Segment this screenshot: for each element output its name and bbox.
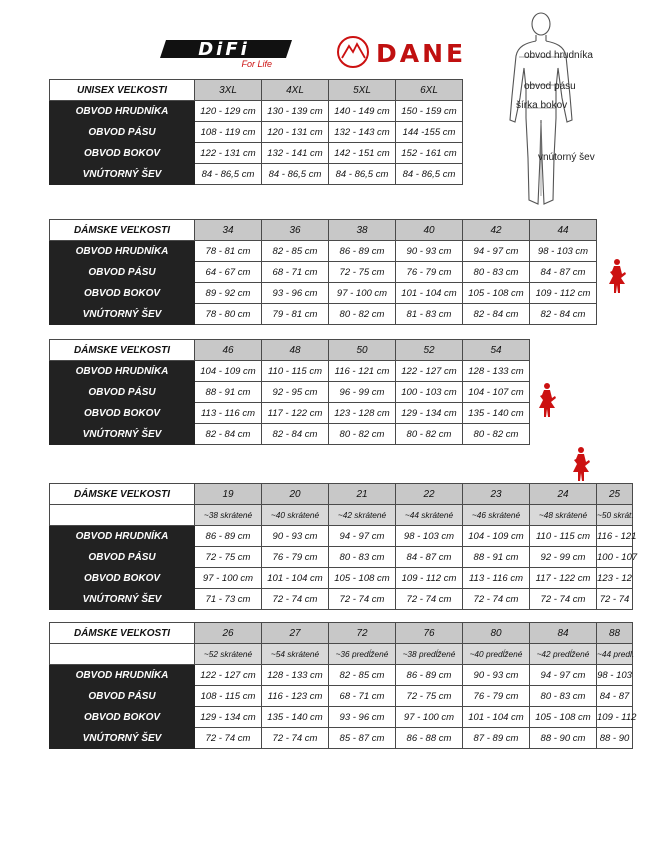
table-header-row (50, 220, 597, 241)
cell: 128 - 133 cm (262, 665, 329, 686)
cell: 105 - 108 cm (463, 283, 530, 304)
size-header: 76 (396, 623, 463, 644)
table-row (50, 665, 633, 686)
table-row (50, 382, 530, 403)
cell: 84 - 86,5 cm (262, 164, 329, 185)
cell: 100 - 103 cm (396, 382, 463, 403)
table-row (50, 101, 463, 122)
table-title: DÁMSKE VEĽKOSTI (50, 340, 195, 361)
row-label: OBVOD BOKOV (50, 283, 195, 304)
cell: 93 - 96 cm (329, 707, 396, 728)
cell: 135 - 140 cm (463, 403, 530, 424)
female-figure-icon (570, 446, 592, 482)
cell: 152 - 161 cm (396, 143, 463, 164)
cell: 82 - 84 cm (262, 424, 329, 445)
figure-label-inseam: vnútorný šev (538, 152, 595, 163)
dane-logo (336, 34, 496, 70)
row-label: VNÚTORNÝ ŠEV (50, 304, 195, 325)
table-row (50, 424, 530, 445)
cell: 68 - 71 cm (262, 262, 329, 283)
table-row (50, 547, 633, 568)
cell: 113 - 116 cm (195, 403, 262, 424)
subsize-header: ~52 skrátené (195, 644, 262, 665)
row-label: OBVOD BOKOV (50, 143, 195, 164)
size-header: 27 (262, 623, 329, 644)
cell: 90 - 93 cm (463, 665, 530, 686)
cell: 104 - 107 cm (463, 382, 530, 403)
cell: 85 - 87 cm (329, 728, 396, 749)
cell: 129 - 134 cm (396, 403, 463, 424)
cell: 72 - 74 cm (195, 728, 262, 749)
size-header: 50 (329, 340, 396, 361)
cell: 108 - 119 cm (195, 122, 262, 143)
difi-logo-text: DiFi (198, 39, 250, 60)
cell: 82 - 84 cm (195, 424, 262, 445)
row-label: OBVOD HRUDNÍKA (50, 665, 195, 686)
subsize-header: ~44 predl. (597, 644, 633, 665)
size-header: 44 (530, 220, 597, 241)
table-header-row (50, 80, 463, 101)
cell: 76 - 79 cm (262, 547, 329, 568)
cell: 100 - 107 (597, 547, 633, 568)
row-label: VNÚTORNÝ ŠEV (50, 589, 195, 610)
cell: 72 - 75 cm (329, 262, 396, 283)
subsize-header: ~54 skrátené (262, 644, 329, 665)
cell: 84 - 86,5 cm (329, 164, 396, 185)
figure-label-hips: šírka bokov (516, 100, 568, 111)
cell: 84 - 86,5 cm (195, 164, 262, 185)
cell: 117 - 122 cm (530, 568, 597, 589)
table-row (50, 589, 633, 610)
cell: 94 - 97 cm (530, 665, 597, 686)
cell: 80 - 83 cm (530, 686, 597, 707)
cell: 122 - 127 cm (195, 665, 262, 686)
table-subheader-row (50, 644, 633, 665)
cell: 98 - 103 cm (530, 241, 597, 262)
size-table-unisex (49, 79, 463, 185)
subsize-header: ~48 skrátené (530, 505, 597, 526)
cell: 142 - 151 cm (329, 143, 396, 164)
row-label: VNÚTORNÝ ŠEV (50, 424, 195, 445)
size-header: 4XL (262, 80, 329, 101)
cell: 72 - 75 cm (396, 686, 463, 707)
cell: 122 - 127 cm (396, 361, 463, 382)
cell: 97 - 100 cm (195, 568, 262, 589)
cell: 86 - 89 cm (329, 241, 396, 262)
cell: 120 - 131 cm (262, 122, 329, 143)
table-title: DÁMSKE VEĽKOSTI (50, 220, 195, 241)
row-label: VNÚTORNÝ ŠEV (50, 728, 195, 749)
cell: 92 - 99 cm (530, 547, 597, 568)
cell: 80 - 82 cm (396, 424, 463, 445)
cell: 129 - 134 cm (195, 707, 262, 728)
cell: 72 - 75 cm (195, 547, 262, 568)
cell: 84 - 87 cm (530, 262, 597, 283)
cell: 84 - 87 cm (396, 547, 463, 568)
row-label: OBVOD PÁSU (50, 686, 195, 707)
cell: 96 - 99 cm (329, 382, 396, 403)
cell: 78 - 80 cm (195, 304, 262, 325)
cell: 80 - 82 cm (329, 424, 396, 445)
female-figure-icon (606, 258, 628, 294)
cell: 144 -155 cm (396, 122, 463, 143)
size-header: 52 (396, 340, 463, 361)
row-label: OBVOD HRUDNÍKA (50, 241, 195, 262)
cell: 101 - 104 cm (262, 568, 329, 589)
size-header: 40 (396, 220, 463, 241)
cell: 80 - 83 cm (329, 547, 396, 568)
cell: 90 - 93 cm (262, 526, 329, 547)
cell: 116 - 123 cm (262, 686, 329, 707)
row-label: VNÚTORNÝ ŠEV (50, 164, 195, 185)
size-header: 6XL (396, 80, 463, 101)
cell: 90 - 93 cm (396, 241, 463, 262)
cell: 123 - 128 cm (329, 403, 396, 424)
cell: 88 - 91 cm (463, 547, 530, 568)
cell: 64 - 67 cm (195, 262, 262, 283)
subsize-header: ~40 skrátené (262, 505, 329, 526)
cell: 79 - 81 cm (262, 304, 329, 325)
cell: 120 - 129 cm (195, 101, 262, 122)
size-header: 54 (463, 340, 530, 361)
size-header: 84 (530, 623, 597, 644)
table-row (50, 403, 530, 424)
row-label: OBVOD BOKOV (50, 568, 195, 589)
table-row (50, 304, 597, 325)
cell: 150 - 159 cm (396, 101, 463, 122)
table-row (50, 241, 597, 262)
size-header: 88 (597, 623, 633, 644)
cell: 82 - 85 cm (262, 241, 329, 262)
subsize-header: ~38 predĺžené (396, 644, 463, 665)
cell: 104 - 109 cm (195, 361, 262, 382)
cell: 72 - 74 cm (530, 589, 597, 610)
subsize-header: ~36 predĺžené (329, 644, 396, 665)
cell: 110 - 115 cm (262, 361, 329, 382)
cell: 116 - 121 cm (329, 361, 396, 382)
blank-cell (50, 644, 195, 665)
row-label: OBVOD HRUDNÍKA (50, 526, 195, 547)
cell: 132 - 141 cm (262, 143, 329, 164)
cell: 105 - 108 cm (329, 568, 396, 589)
cell: 132 - 143 cm (329, 122, 396, 143)
cell: 80 - 82 cm (463, 424, 530, 445)
table-header-row (50, 484, 633, 505)
cell: 82 - 85 cm (329, 665, 396, 686)
size-header: 25 (597, 484, 633, 505)
cell: 98 - 103 cm (396, 526, 463, 547)
cell: 72 - 74 cm (329, 589, 396, 610)
dane-logo-text: DANE (376, 39, 467, 68)
subsize-header: ~40 predĺžené (463, 644, 530, 665)
row-label: OBVOD BOKOV (50, 403, 195, 424)
cell: 88 - 91 cm (195, 382, 262, 403)
size-header: 42 (463, 220, 530, 241)
cell: 108 - 115 cm (195, 686, 262, 707)
difi-logo (160, 36, 296, 68)
size-table-women-34-44 (49, 219, 597, 325)
cell: 116 - 121 (597, 526, 633, 547)
size-header: 21 (329, 484, 396, 505)
female-figure-icon (536, 382, 558, 418)
cell: 140 - 149 cm (329, 101, 396, 122)
row-label: OBVOD PÁSU (50, 382, 195, 403)
table-row (50, 526, 633, 547)
table-row (50, 283, 597, 304)
difi-logo-tagline: For Life (241, 59, 272, 69)
cell: 94 - 97 cm (329, 526, 396, 547)
subsize-header: ~42 skrátené (329, 505, 396, 526)
cell: 110 - 115 cm (530, 526, 597, 547)
cell: 130 - 139 cm (262, 101, 329, 122)
table-header-row (50, 623, 633, 644)
table-title: UNISEX VEĽKOSTI (50, 80, 195, 101)
size-header: 5XL (329, 80, 396, 101)
figure-label-chest: obvod hrudníka (524, 50, 593, 61)
size-table-women-long (49, 622, 637, 749)
size-header: 34 (195, 220, 262, 241)
subsize-header: ~46 skrátené (463, 505, 530, 526)
cell: 98 - 103 (597, 665, 633, 686)
table-row (50, 361, 530, 382)
cell: 135 - 140 cm (262, 707, 329, 728)
table-row (50, 728, 633, 749)
cell: 89 - 92 cm (195, 283, 262, 304)
cell: 104 - 109 cm (463, 526, 530, 547)
size-header: 19 (195, 484, 262, 505)
row-label: OBVOD PÁSU (50, 122, 195, 143)
cell: 80 - 82 cm (329, 304, 396, 325)
row-label: OBVOD PÁSU (50, 547, 195, 568)
size-header: 3XL (195, 80, 262, 101)
subsize-header: ~50 skrát. (597, 505, 633, 526)
table-title: DÁMSKE VEĽKOSTI (50, 623, 195, 644)
table-row (50, 164, 463, 185)
cell: 80 - 83 cm (463, 262, 530, 283)
size-header: 23 (463, 484, 530, 505)
cell: 68 - 71 cm (329, 686, 396, 707)
cell: 72 - 74 cm (262, 728, 329, 749)
cell: 81 - 83 cm (396, 304, 463, 325)
size-header: 22 (396, 484, 463, 505)
cell: 92 - 95 cm (262, 382, 329, 403)
cell: 71 - 73 cm (195, 589, 262, 610)
table-row (50, 686, 633, 707)
cell: 88 - 90 (597, 728, 633, 749)
subsize-header: ~38 skrátené (195, 505, 262, 526)
size-table-women-short (49, 483, 638, 610)
size-header: 26 (195, 623, 262, 644)
cell: 105 - 108 cm (530, 707, 597, 728)
cell: 113 - 116 cm (463, 568, 530, 589)
cell: 76 - 79 cm (396, 262, 463, 283)
size-header: 36 (262, 220, 329, 241)
row-label: OBVOD PÁSU (50, 262, 195, 283)
cell: 86 - 89 cm (396, 665, 463, 686)
size-header: 80 (463, 623, 530, 644)
size-header: 72 (329, 623, 396, 644)
cell: 117 - 122 cm (262, 403, 329, 424)
cell: 97 - 100 cm (396, 707, 463, 728)
size-header: 20 (262, 484, 329, 505)
table-title: DÁMSKE VEĽKOSTI (50, 484, 195, 505)
cell: 109 - 112 cm (396, 568, 463, 589)
subsize-header: ~42 predĺžené (530, 644, 597, 665)
table-row (50, 568, 633, 589)
table-row (50, 122, 463, 143)
cell: 72 - 74 cm (262, 589, 329, 610)
cell: 86 - 89 cm (195, 526, 262, 547)
blank-cell (50, 505, 195, 526)
cell: 101 - 104 cm (463, 707, 530, 728)
cell: 78 - 81 cm (195, 241, 262, 262)
cell: 72 - 74 cm (463, 589, 530, 610)
size-header: 24 (530, 484, 597, 505)
cell: 72 - 74 cm (396, 589, 463, 610)
cell: 109 - 112 (597, 707, 633, 728)
size-header: 46 (195, 340, 262, 361)
cell: 122 - 131 cm (195, 143, 262, 164)
table-header-row (50, 340, 530, 361)
row-label: OBVOD BOKOV (50, 707, 195, 728)
cell: 87 - 89 cm (463, 728, 530, 749)
cell: 109 - 112 cm (530, 283, 597, 304)
table-row (50, 143, 463, 164)
cell: 94 - 97 cm (463, 241, 530, 262)
cell: 97 - 100 cm (329, 283, 396, 304)
cell: 82 - 84 cm (463, 304, 530, 325)
cell: 84 - 87 (597, 686, 633, 707)
row-label: OBVOD HRUDNÍKA (50, 361, 195, 382)
cell: 88 - 90 cm (530, 728, 597, 749)
size-table-women-46-54 (49, 339, 530, 445)
row-label: OBVOD HRUDNÍKA (50, 101, 195, 122)
cell: 86 - 88 cm (396, 728, 463, 749)
figure-label-waist: obvod pásu (524, 81, 576, 92)
cell: 93 - 96 cm (262, 283, 329, 304)
subsize-header: ~44 skrátené (396, 505, 463, 526)
size-header: 48 (262, 340, 329, 361)
cell: 84 - 86,5 cm (396, 164, 463, 185)
cell: 128 - 133 cm (463, 361, 530, 382)
cell: 82 - 84 cm (530, 304, 597, 325)
table-row (50, 262, 597, 283)
cell: 76 - 79 cm (463, 686, 530, 707)
cell: 123 - 12 (597, 568, 633, 589)
cell: 101 - 104 cm (396, 283, 463, 304)
table-row (50, 707, 633, 728)
size-header: 38 (329, 220, 396, 241)
cell: 72 - 74 (597, 589, 633, 610)
table-subheader-row (50, 505, 633, 526)
